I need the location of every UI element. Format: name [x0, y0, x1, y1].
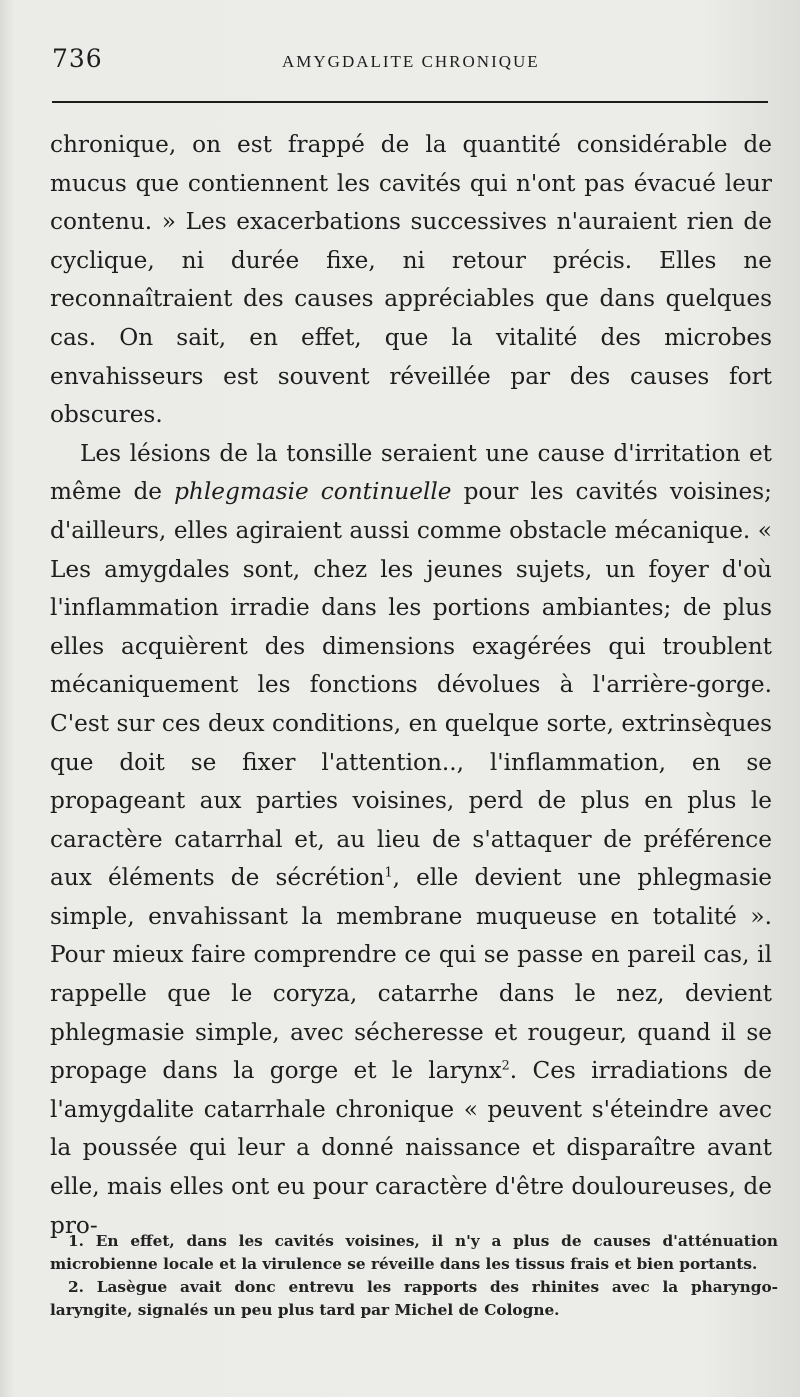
footnotes	[50, 1230, 778, 1322]
main-text	[50, 126, 772, 1245]
header-rule	[52, 101, 768, 103]
footnote-ref-1[interactable]: 1	[384, 865, 393, 881]
paragraph-2-text-d: . Ces irradiations de l'amygdalite catarrhale chronique « peuvent s'éteindre avec la poussée qui leur a donné naissance et disparaître avant elle, mais elles ont eu pour caractère d'être douloureuses, de pro-	[50, 1057, 772, 1239]
footnote-1: 1. En effet, dans les cavités voisines, il n'y a plus de causes d'atténuation microbienne locale et la virulence se réveille dans les tissus frais et bien portants.	[50, 1232, 778, 1273]
italic-phrase: phlegmasie continuelle	[174, 478, 452, 506]
page-header	[52, 44, 768, 78]
paragraph-1-text: chronique, on est frappé de la quantité considérable de mucus que contiennent les cavités qui n'ont pas évacué leur contenu. » Les exacerbations successives n'auraient rien de cyclique, ni durée fixe, ni retour précis. Elles ne reconnaîtraient des causes appréciables que dans quelques cas. On sait, en effet, que la vitalité des microbes envahisseurs est souvent réveillée par des causes fort obscures.	[50, 131, 772, 429]
page-number: 736	[52, 44, 103, 73]
footnote-2: 2. Lasègue avait donc entrevu les rapports des rhinites avec la pharyngo-laryngite, signalés un peu plus tard par Michel de Cologne.	[50, 1278, 778, 1319]
paragraph-2-text-c: , elle devient une phlegmasie simple, envahissant la membrane muqueuse en totalité ». Pour mieux faire comprendre ce qui se passe en pareil cas, il rappelle que le coryza, catarrhe dans le nez, devient phlegmasie simple, avec sécheresse et rougeur, quand il se propage dans la gorge et le larynx	[50, 864, 772, 1085]
paragraph-2-text-a: Les lésions de la tonsille seraient une cause d'irritation et même de	[50, 439, 772, 506]
paragraph-1	[50, 126, 772, 435]
paragraph-2	[50, 435, 772, 1245]
running-title: AMYGDALITE CHRONIQUE	[282, 52, 540, 71]
paragraph-2-text-b: pour les cavités voisines; d'ailleurs, elles agiraient aussi comme obstacle mécanique. « Les amygdales sont, chez les jeunes sujets, un foyer d'où l'inflammation irradie dans les portions ambiantes; de plus elles acquièrent des dimensions exagérées qui troublent mécaniquement les fonctions dévolues à l'arrière-gorge. C'est sur ces deux conditions, en quelque sorte, extrinsèques que doit se fixer l'attention.., l'inflammation, en se propageant aux parties voisines, perd de plus en plus le caractère catarrhal et, au lieu de s'attaquer de préférence aux éléments de sécrétion	[50, 478, 772, 892]
footnote-ref-2[interactable]: 2	[501, 1058, 510, 1074]
